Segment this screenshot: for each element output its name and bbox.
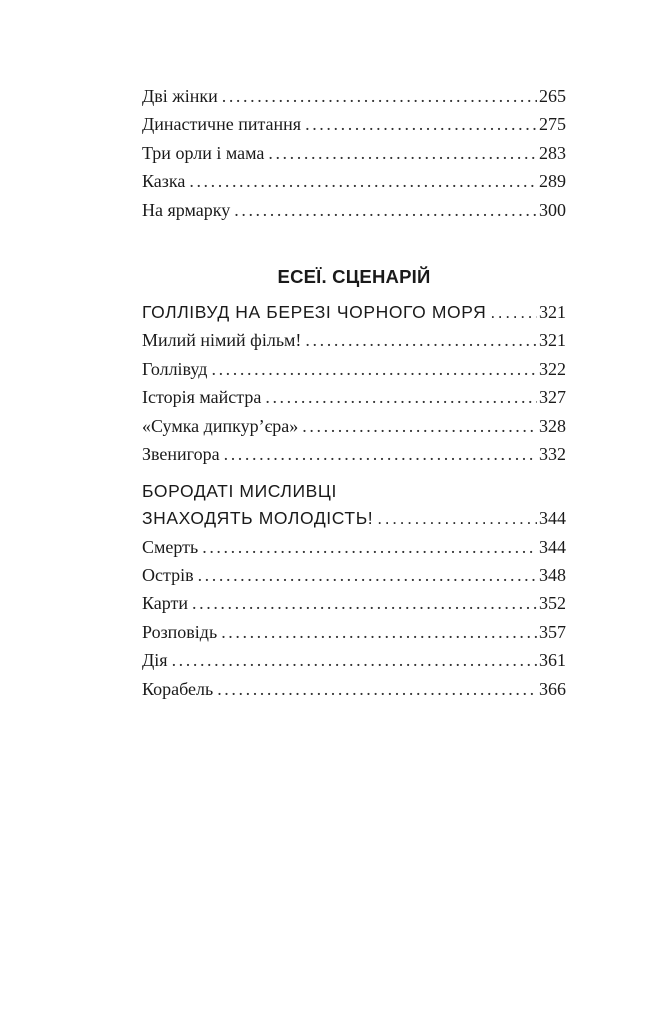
toc-group-title-row [142,504,566,532]
toc-entry-title: Історія майстра [142,387,262,408]
toc-entry [142,589,566,617]
toc-entry-title: Острів [142,565,194,586]
toc-entry [142,355,566,383]
toc-entry-title: Дія [142,650,168,671]
toc-entry [142,167,566,195]
toc-entry-page: 300 [539,199,566,220]
toc-group-title-row [142,298,566,326]
toc-entry-page: 348 [539,565,566,586]
toc-leader-dots [202,533,537,561]
toc-leader-dots [222,82,537,110]
toc-entry-page: 321 [539,301,566,322]
toc-entry-page: 328 [539,415,566,436]
toc-entry-title: Смерть [142,536,199,557]
toc-entry-page: 361 [539,650,566,671]
toc-entry-title: На ярмарку [142,199,231,220]
toc-entry [142,440,566,468]
toc-leader-dots [234,196,537,224]
toc-entry-page: 322 [539,358,566,379]
toc-entry-page: 357 [539,621,566,642]
toc-entry-title: Династичне питання [142,114,302,135]
toc-entry-page: 265 [539,86,566,106]
toc-entry-title: Голлівуд [142,358,208,379]
toc-leader-dots [198,561,537,589]
toc-entry [142,110,566,138]
toc-group-hollywood [142,298,566,468]
toc-entry-page: 283 [539,142,566,163]
toc-group-title: ГОЛЛІВУД НА БЕРЕЗІ ЧОРНОГО МОРЯ [142,301,487,322]
toc-leader-dots [221,618,537,646]
toc-leader-dots [224,440,537,468]
toc-entry [142,139,566,167]
toc-entry-title: Казка [142,171,186,192]
toc-entry-page: 352 [539,593,566,614]
toc-entry-page: 366 [539,678,566,699]
section-heading: ЕСЕЇ. СЦЕНАРІЙ [277,265,431,287]
toc-entry-page: 327 [539,387,566,408]
toc-leader-dots [217,675,537,703]
toc-entry [142,561,566,589]
toc-entry-page: 275 [539,114,566,135]
toc-list-top [142,82,566,224]
toc-entry-page: 321 [539,330,566,351]
toc-leader-dots [172,646,537,674]
toc-entry [142,82,566,110]
toc-entry-title: Карти [142,593,189,614]
toc-entry-page: 289 [539,171,566,192]
toc-entry [142,646,566,674]
toc-entry [142,326,566,354]
toc-leader-dots [265,383,537,411]
toc-leader-dots [211,355,537,383]
toc-leader-dots [302,412,537,440]
toc-leader-dots [377,504,537,532]
toc-group-title-line2: ЗНАХОДЯТЬ МОЛОДІСТЬ! [142,508,374,529]
toc-entry-title: «Сумка дипкур’єра» [142,415,299,436]
toc-entry [142,383,566,411]
table-of-contents [142,82,566,703]
toc-entry-page: 344 [539,508,566,529]
toc-entry-title: Розповідь [142,621,218,642]
toc-leader-dots [305,326,537,354]
toc-entry [142,412,566,440]
toc-entry [142,196,566,224]
toc-leader-dots [490,298,537,326]
toc-leader-dots [192,589,537,617]
toc-leader-dots [189,167,537,195]
toc-entry [142,533,566,561]
toc-group-bearded-hunters [142,478,566,703]
toc-entry-page: 344 [539,536,566,557]
toc-entry-title: Корабель [142,678,214,699]
group-spacer [142,468,566,478]
toc-entry [142,618,566,646]
toc-entry-title: Милий німий фільм! [142,330,302,351]
toc-entry-title: Звенигора [142,443,220,464]
toc-entry-page: 332 [539,443,566,464]
toc-entry-title: Дві жінки [142,86,218,106]
toc-group-title-line1: БОРОДАТІ МИСЛИВЦІ [142,481,337,502]
toc-entry [142,675,566,703]
toc-leader-dots [268,139,537,167]
toc-entry-title: Три орли і мама [142,142,265,163]
toc-leader-dots [305,110,537,138]
